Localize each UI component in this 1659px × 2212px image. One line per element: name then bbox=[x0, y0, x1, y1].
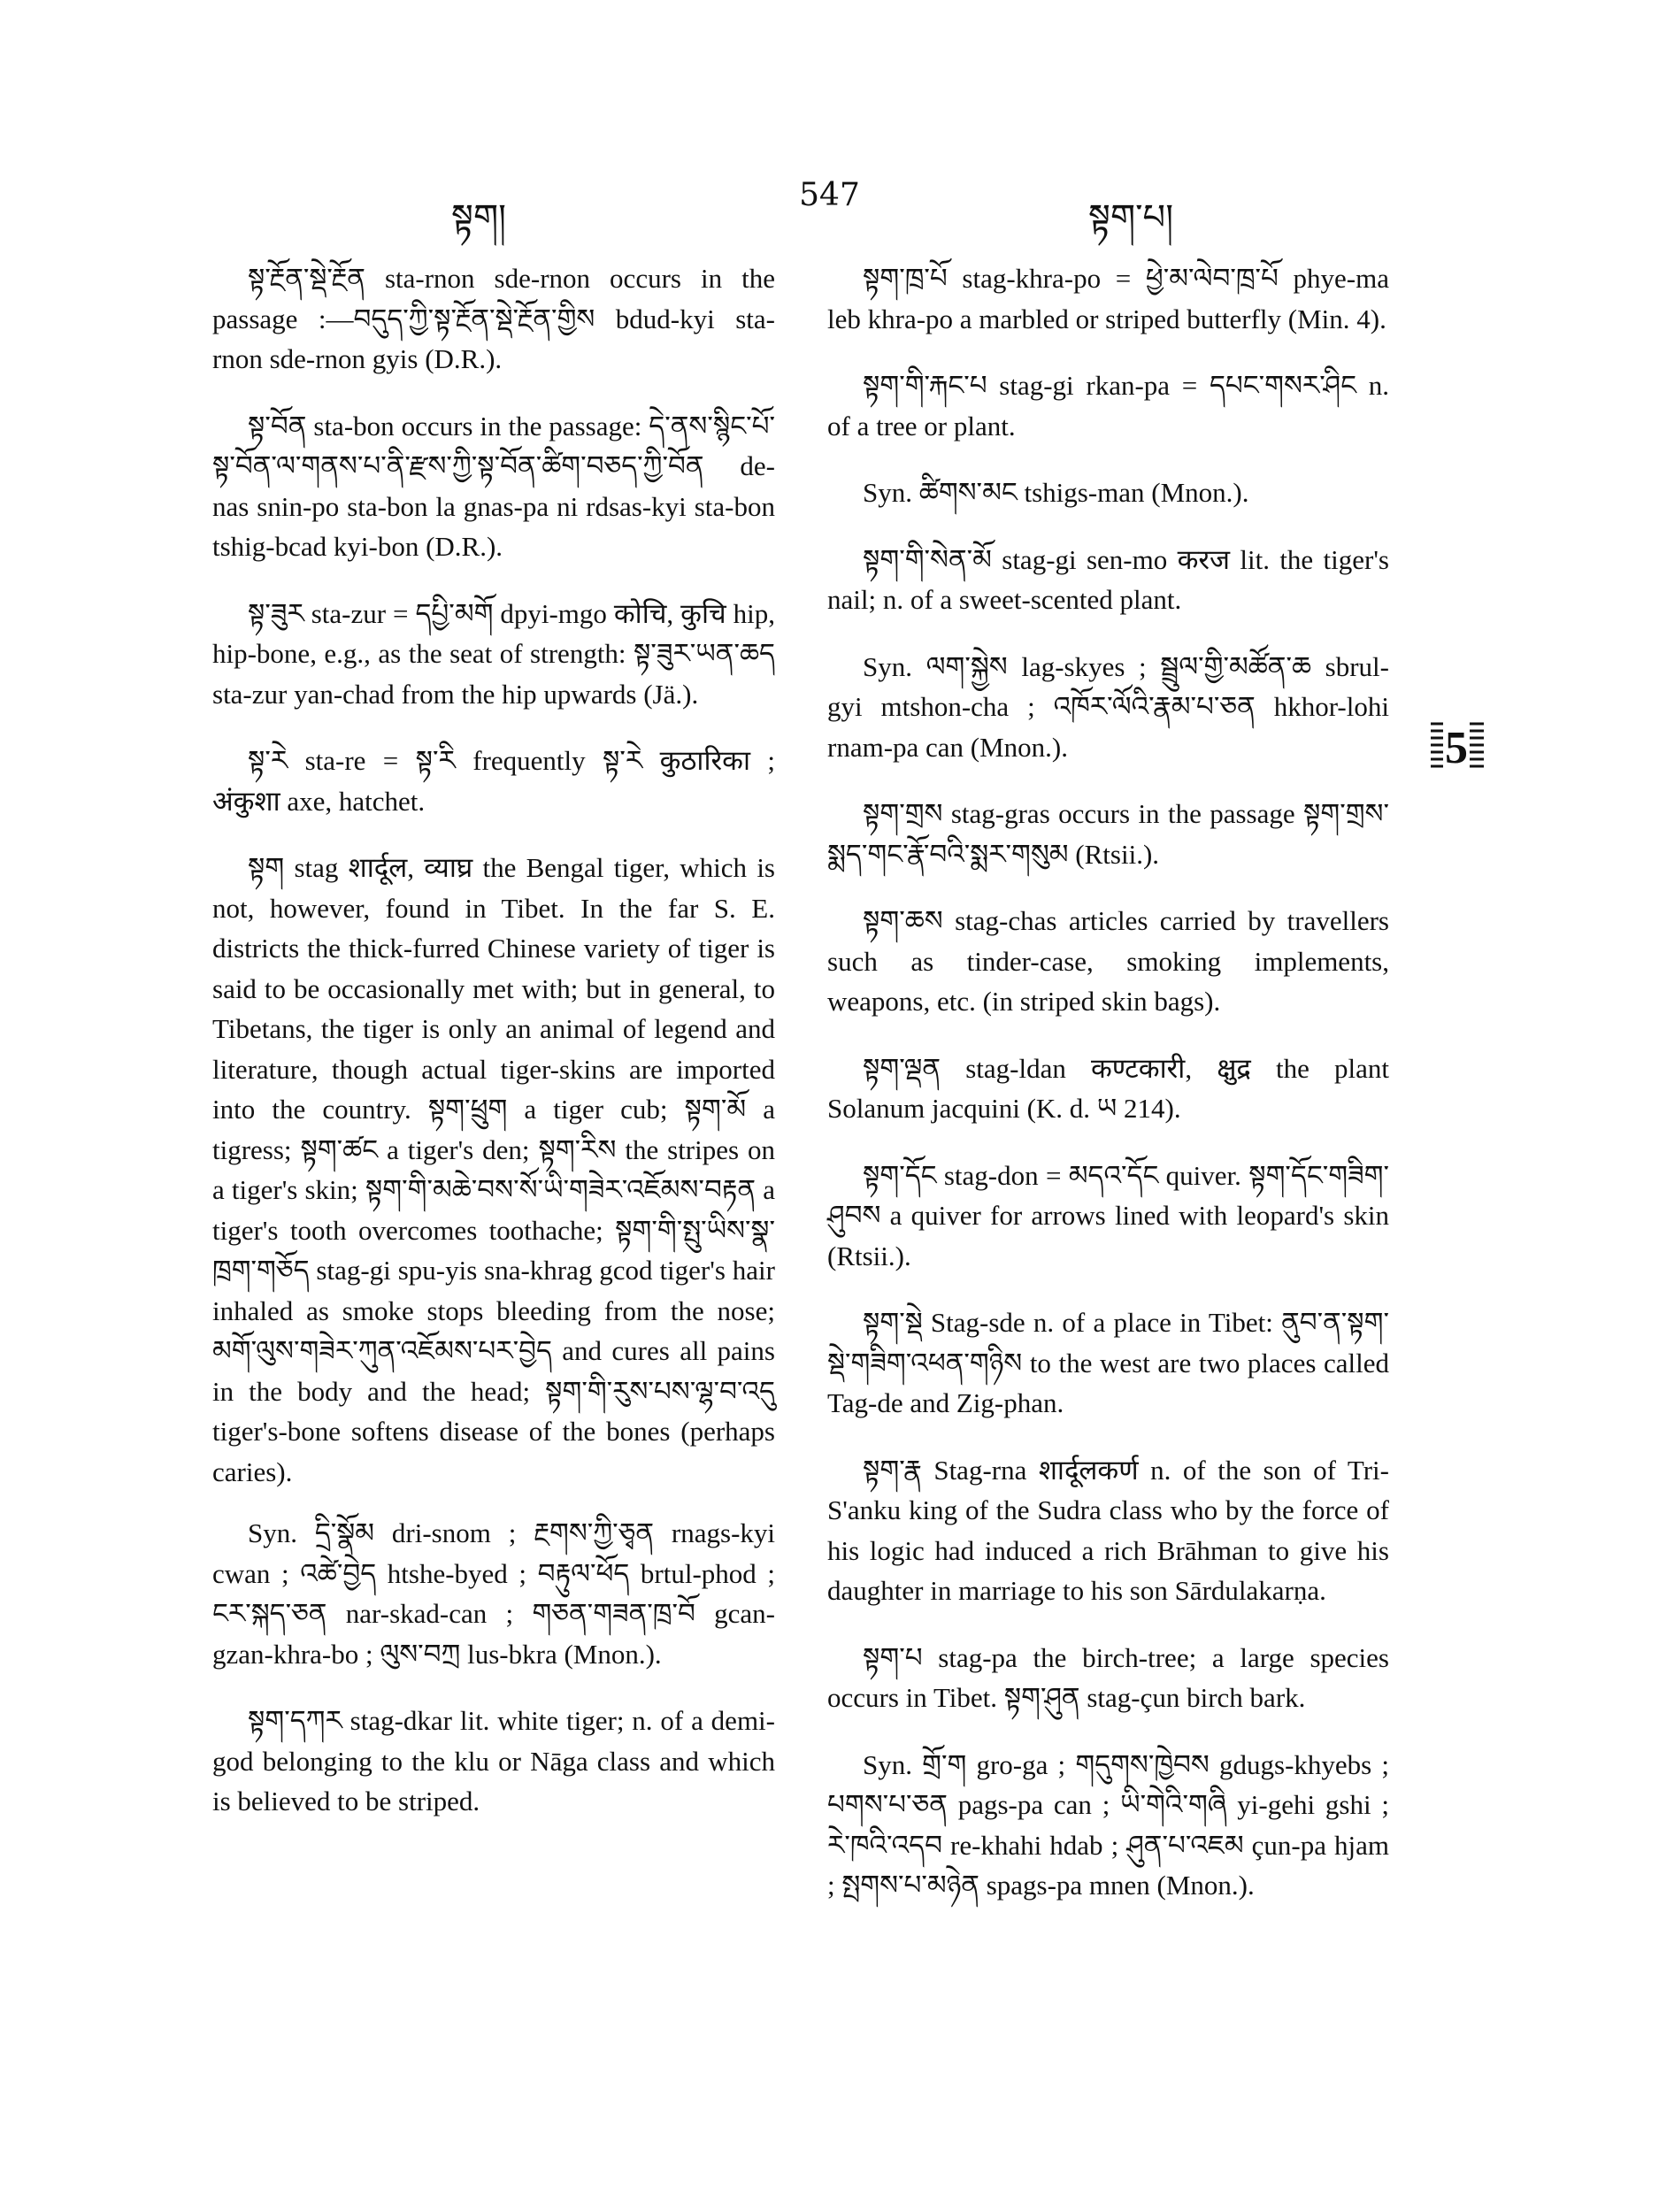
entry: སྟག་གྲས stag-gras occurs in the passage སྟག་གྲས་སྨད་གང་རྣོ་བའི་སྨར་གསུམ (Rtsii.). bbox=[827, 798, 1389, 870]
thumb-index-mark bbox=[1429, 718, 1486, 770]
right-column bbox=[827, 258, 1389, 1932]
entry: སྟག་སྡེ Stag-sde n. of a place in Tibet: ནུབ་ན་སྟག་སྡེ་གཟིག་འཕན་གཉིས to the west are two places called Tag-de and Zig-phan. bbox=[827, 1307, 1389, 1418]
thumb-index-number: 5 bbox=[1445, 723, 1468, 770]
entry: སྟ་བོན sta-bon occurs in the passage: དེ་ནས་སྙིང་པོ་སྟ་བོན་ལ་གནས་པ་ནི་རྫས་ཀྱི་སྟ་བོན་ཚིག་བཅད་ཀྱི་བོན de-nas snin-po sta-bon la gnas-pa ni rdsas-kyi sta-bon tshig-bcad kyi-bon (D.R.). bbox=[212, 410, 775, 562]
entry: སྟ་ཟུར sta-zur = དཔྱི་མགོ dpyi-mgo कोचि, कुचि hip, hip-bone, e.g., as the seat of strength: སྟ་ཟུར་ཡན་ཆད sta-zur yan-chad from the hip upwards (Jä.). bbox=[212, 597, 775, 710]
entry-synonyms: Syn. ལག་སྐྱེས lag-skyes ; སྦྲུལ་གྱི་མཚོན་ཆ sbrul-gyi mtshon-cha ; འཁོར་ལོའི་རྣམ་པ་ཅན hkhor-lohi rnam-pa can (Mnon.). bbox=[827, 650, 1389, 763]
entry: སྟག་གི་རྐང་པ stag-gi rkan-pa = དཔང་གསར་ཤིང n. of a tree or plant. bbox=[827, 370, 1389, 442]
entry-synonyms: Syn. དྲི་སྣོམ dri-snom ; རྔགས་ཀྱི་ཅྭན rnags-kyi cwan ; འཚེ་བྱེད htshe-byed ; བརྟུལ་ཕོད brtul-phod ; ངར་སྐད་ཅན nar-skad-can ; གཅན་གཟན་ཁྲ་བོ gcan-gzan-khra-bo ; ལུས་བཀྲ lus-bkra (Mnon.). bbox=[212, 1517, 775, 1670]
entry-stag: སྟག stag शार्दूल, व्याघ्र the Bengal tiger, which is not, however, found in Tibet. In the far S. E. districts the thick-furred Chinese variety of tiger is said to be occasionally met with; but in general, to Tibetans, the tiger is only an animal of legend and literature, though actual tiger-skins are imported into the country. སྟག་ཕྲུག a tiger cub; སྟག་མོ a tigress; སྟག་ཚང a tiger's den; སྟག་རིས the stripes on a tiger's skin; སྟག་གི་མཆེ་བས་སོ་ཡི་གཟེར་འཇོམས་བརྟན a tiger's tooth overcomes toothache; སྟག་གི་སྤུ་ཡིས་སྣ་ཁྲག་གཅོད stag-gi spu-yis sna-khrag gcod tiger's hair inhaled as smoke stops bleeding from the nose; མགོ་ལུས་གཟེར་ཀུན་འཇོམས་པར་བྱེད and cures all pains in the body and the head; སྟག་གི་རུས་པས་ལྷ་བ་འདུ tiger's-bone softens disease of the bones (perhaps caries). bbox=[212, 852, 775, 1487]
entry: སྟག་ལྡན stag-ldan कण्टकारी, क्षुद्र the plant Solanum jacquini (K. d. ཡ 214). bbox=[827, 1052, 1389, 1124]
header-right-headword: སྟག་པ། bbox=[1088, 197, 1174, 238]
entry-stag-pa: སྟག་པ stag-pa the birch-tree; a large species occurs in Tibet. སྟག་ཤུན stag-çun birch bark. bbox=[827, 1641, 1389, 1713]
entry: སྟག་ཆས stag-chas articles carried by travellers such as tinder-case, smoking implements, weapons, etc. (in striped skin bags). bbox=[827, 905, 1389, 1017]
entry: སྟག་ཁྲ་པོ stag-khra-po = ཕྱེ་མ་ལེབ་ཁྲ་པོ phye-ma leb khra-po a marbled or striped butterfly (Min. 4). bbox=[827, 263, 1389, 334]
page-header bbox=[0, 177, 1659, 238]
entry: སྟ་རྔོན་སྡེ་རྔོན sta-rnon sde-rnon occurs in the passage :—བདུད་ཀྱི་སྟ་རྔོན་སྡེ་རྔོན་གྱིས bdud-kyi sta-rnon sde-rnon gyis (D.R.). bbox=[212, 263, 775, 374]
entry-synonyms: Syn. གྲོ་ག gro-ga ; གདུགས་ཁྱེབས gdugs-khyebs ; པགས་པ་ཅན pags-pa can ; ཡི་གེའི་གཞི yi-gehi gshi ; རེ་ཁའི་འདབ re-khahi hdab ; ཤུན་པ་འཇམ çun-pa hjam ; སྤགས་པ་མཉེན spags-pa mnen (Mnon.). bbox=[827, 1748, 1389, 1901]
page-number: 547 bbox=[799, 177, 860, 213]
header-left-headword: སྟག། bbox=[451, 197, 507, 238]
entry: སྟག་རྣ Stag-rna शार्दूलकर्ण n. of the son of Tri-S'anku king of the Sudra class who by the force of his logic had induced a rich Brāhman to give his daughter in marriage to his son Sārdulakarṇa. bbox=[827, 1454, 1389, 1606]
entry: སྟག་དོང stag-don = མདའ་དོང quiver. སྟག་དོང་གཟིག་ཤུབས a quiver for arrows lined with leopard's skin (Rtsii.). bbox=[827, 1159, 1389, 1271]
left-column bbox=[212, 258, 775, 1848]
entry: སྟག་དཀར stag-dkar lit. white tiger; n. of a demi-god belonging to the klu or Nāga class and which is believed to be striped. bbox=[212, 1705, 775, 1816]
entry: སྟ་རེ sta-re = སྟ་རི frequently སྟ་རེ कुठारिका ; अंकुशा axe, hatchet. bbox=[212, 745, 775, 817]
entry-synonyms: Syn. ཚིགས་མང tshigs-man (Mnon.). bbox=[863, 477, 1249, 508]
entry: སྟག་གི་སེན་མོ stag-gi sen-mo करज lit. the tiger's nail; n. of a sweet-scented plant. bbox=[827, 543, 1389, 615]
